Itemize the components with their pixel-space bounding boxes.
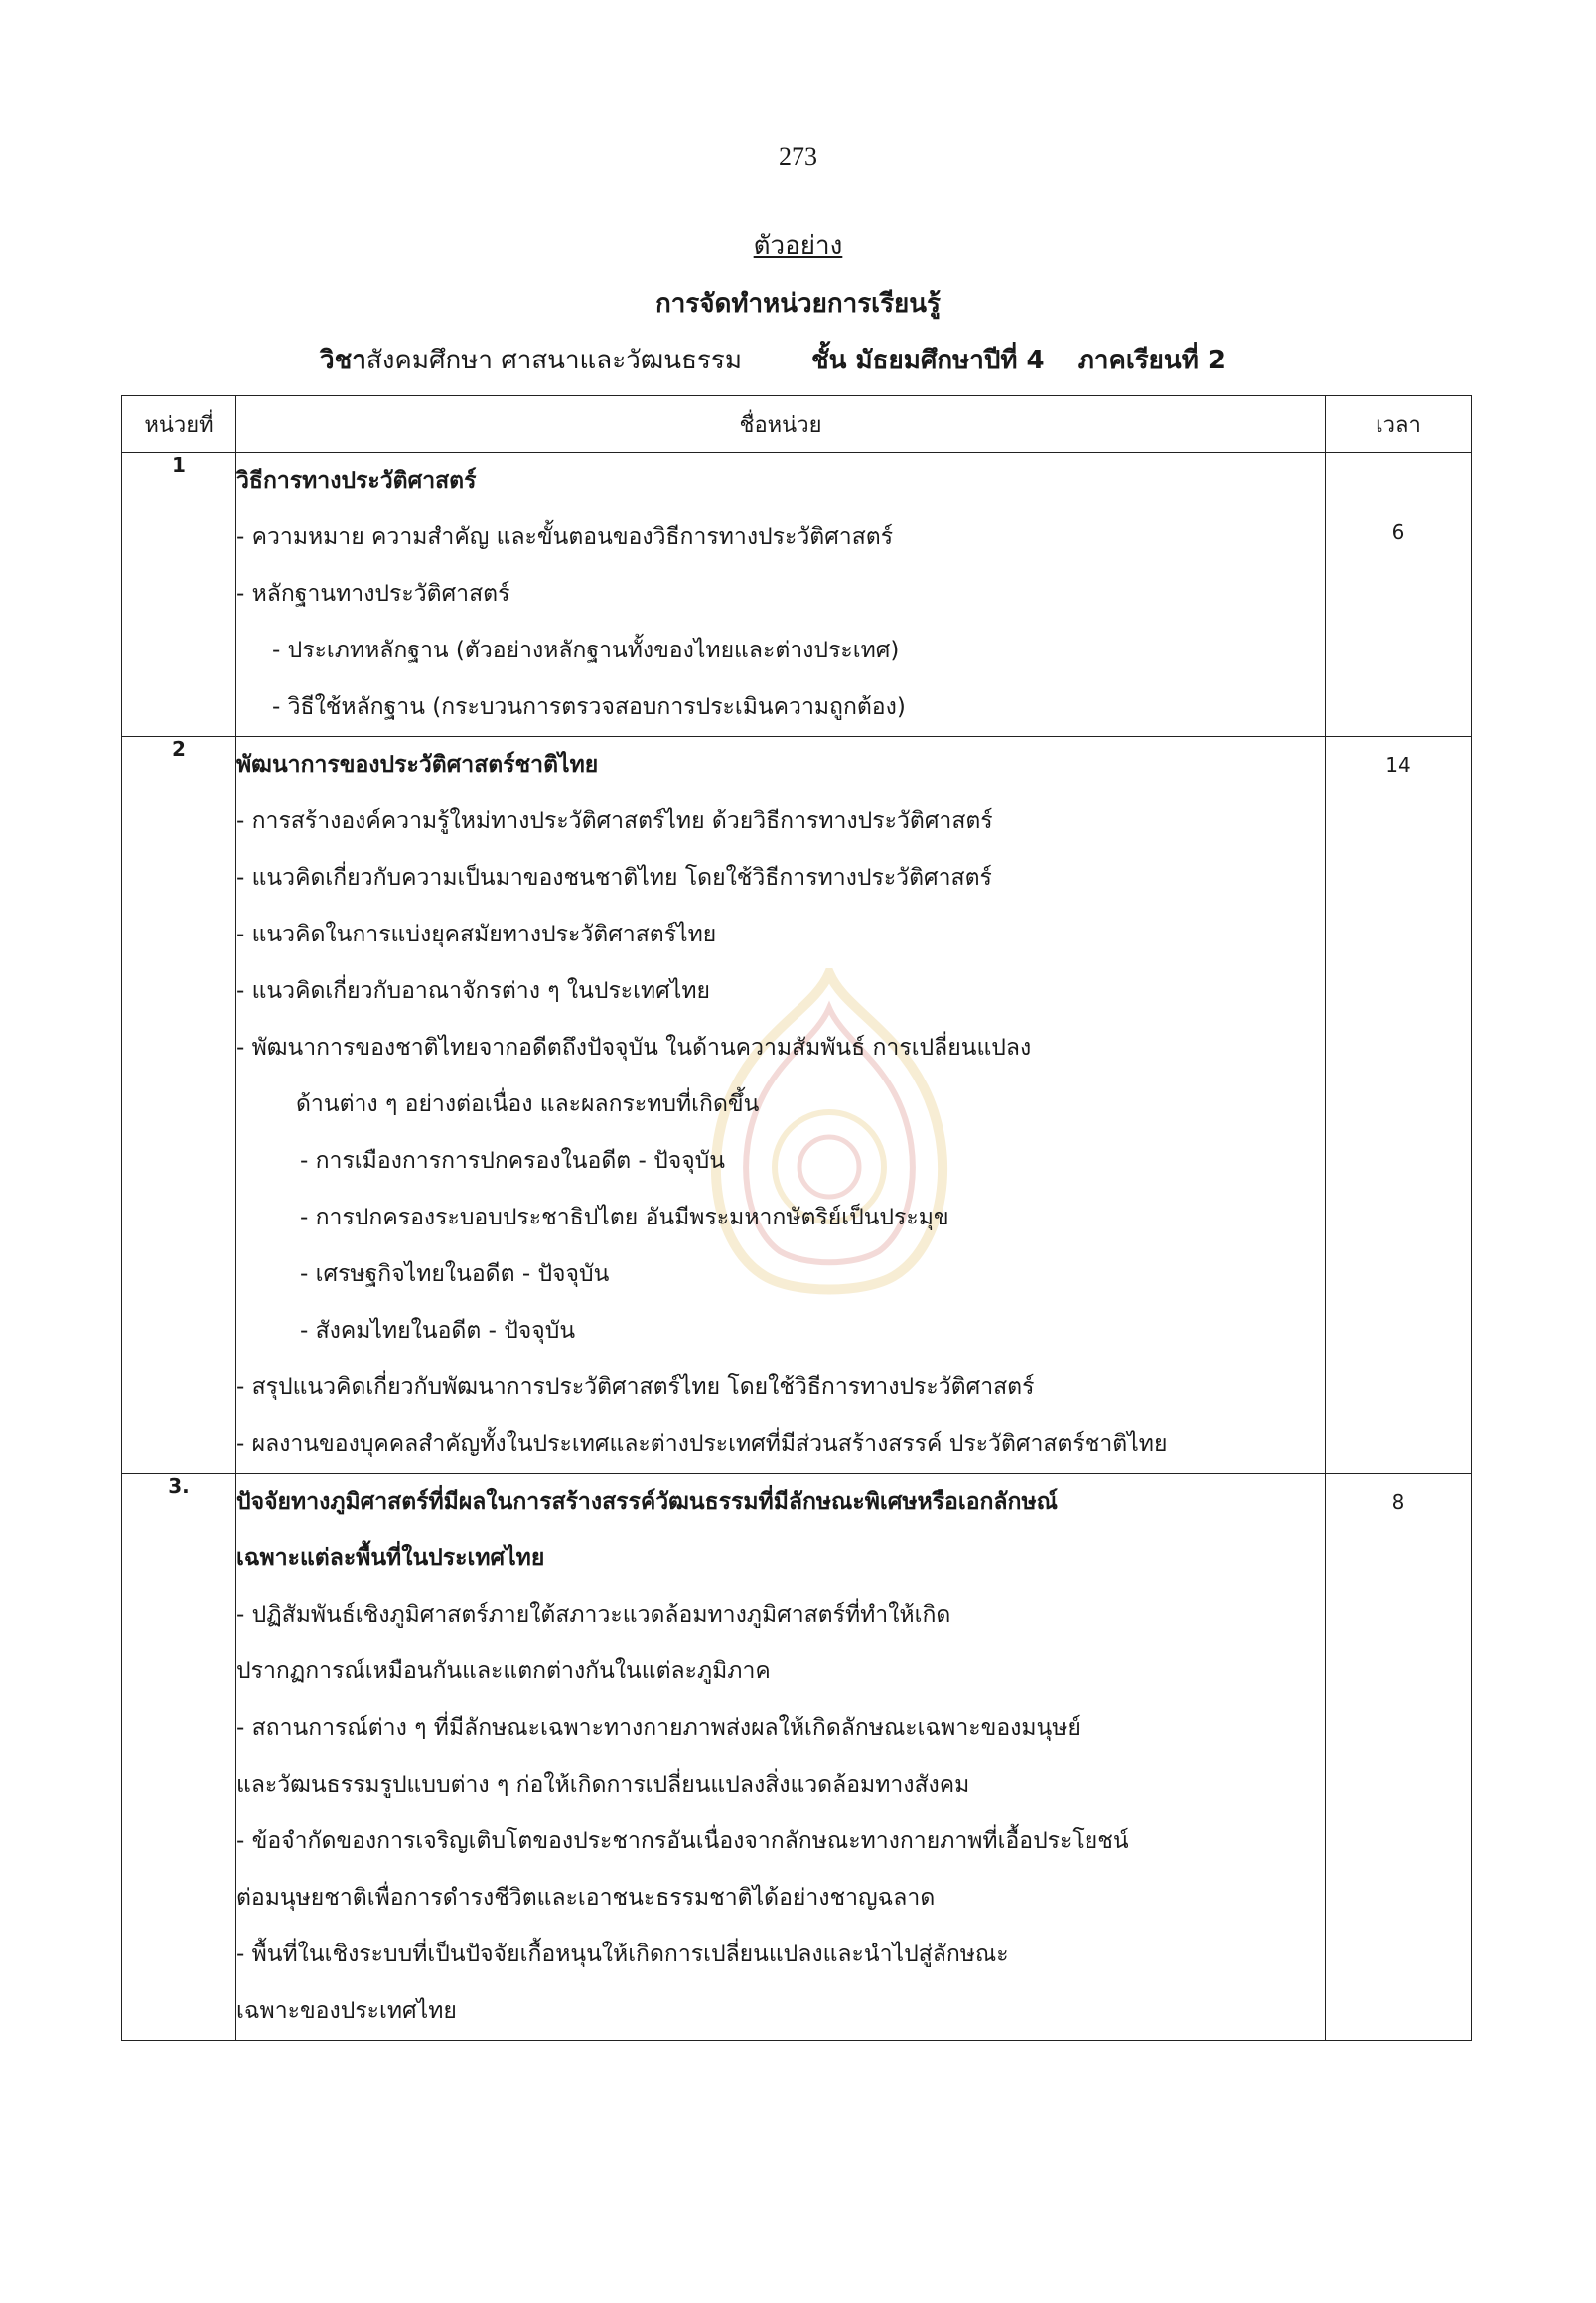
unit-number: 3. — [122, 1474, 236, 2041]
unit-topic: - สรุปแนวคิดเกี่ยวกับพัฒนาการประวัติศาสตร์ไทย โดยใช้วิธีการทางประวัติศาสตร์ — [236, 1374, 1035, 1400]
document-title: การจัดทำหน่วยการเรียนรู้ — [654, 289, 942, 319]
semester: ภาคเรียนที่ 2 — [1077, 346, 1226, 375]
unit-subtopic: - วิธีใช้หลักฐาน (กระบวนการตรวจสอบการประเมินความถูกต้อง) — [272, 694, 906, 720]
unit-topic: - ข้อจำกัดของการเจริญเติบโตของประชากรอันเนื่องจากลักษณะทางกายภาพที่เอื้อประโยชน์ — [236, 1828, 1129, 1854]
subject-line — [320, 340, 1313, 380]
unit-number: 2 — [122, 737, 236, 1474]
unit-topic: - ผลงานของบุคคลสำคัญทั้งในประเทศและต่างประเทศที่มีส่วนสร้างสรรค์ ประวัติศาสตร์ชาติไทย — [236, 1431, 1168, 1457]
unit-time — [1326, 1474, 1472, 2041]
example-label: ตัวอย่าง — [753, 231, 843, 261]
unit-topic-continuation: เฉพาะของประเทศไทย — [236, 1998, 457, 2024]
header-time: เวลา — [1326, 396, 1472, 453]
unit-topic: - การสร้างองค์ความรู้ใหม่ทางประวัติศาสตร์ไทย ด้วยวิธีการทางประวัติศาสตร์ — [236, 808, 993, 834]
unit-number: 1 — [122, 453, 236, 737]
unit-topic: - แนวคิดเกี่ยวกับความเป็นมาของชนชาติไทย โดยใช้วิธีการทางประวัติศาสตร์ — [236, 865, 992, 891]
unit-title: วิธีการทางประวัติศาสตร์ — [236, 468, 477, 494]
unit-content — [236, 453, 1326, 737]
unit-topic: - ปฏิสัมพันธ์เชิงภูมิศาสตร์ภายใต้สภาวะแวดล้อมทางภูมิศาสตร์ที่ทำให้เกิด — [236, 1602, 951, 1628]
table-row — [122, 1474, 1472, 2041]
table-row — [122, 453, 1472, 737]
header-unit-number: หน่วยที่ — [122, 396, 236, 453]
unit-topic: - แนวคิดเกี่ยวกับอาณาจักรต่าง ๆ ในประเทศไทย — [236, 978, 710, 1004]
unit-subtopic: - การเมืองการการปกครองในอดีต - ปัจจุบัน — [300, 1148, 726, 1174]
unit-topic: - พัฒนาการของชาติไทยจากอดีตถึงปัจจุบัน ในด้านความสัมพันธ์ การเปลี่ยนแปลง — [236, 1035, 1032, 1061]
unit-time-value: 6 — [1391, 520, 1405, 544]
unit-topic-continuation: ปรากฏการณ์เหมือนกันและแตกต่างกันในแต่ละภูมิภาค — [236, 1658, 771, 1684]
unit-subtopic: - สังคมไทยในอดีต - ปัจจุบัน — [300, 1318, 576, 1344]
unit-topic-continuation: ต่อมนุษยชาติเพื่อการดำรงชีวิตและเอาชนะธรรมชาติได้อย่างชาญฉลาด — [236, 1885, 936, 1911]
unit-content — [236, 1474, 1326, 2041]
header-unit-name: ชื่อหน่วย — [236, 396, 1326, 453]
unit-time — [1326, 453, 1472, 737]
subject-prefix: วิชา — [320, 346, 366, 375]
unit-title: ปัจจัยทางภูมิศาสตร์ที่มีผลในการสร้างสรรค์วัฒนธรรมที่มีลักษณะพิเศษหรือเอกลักษณ์ — [236, 1489, 1058, 1514]
unit-topic-continuation: และวัฒนธรรมรูปแบบต่าง ๆ ก่อให้เกิดการเปลี่ยนแปลงสิ่งแวดล้อมทางสังคม — [236, 1772, 970, 1798]
table-row — [122, 737, 1472, 1474]
table-header-row — [122, 396, 1472, 453]
units-table — [121, 395, 1472, 2041]
unit-subtopic: - เศรษฐกิจไทยในอดีต - ปัจจุบัน — [300, 1261, 610, 1287]
unit-subtopic: - การปกครองระบอบประชาธิปไตย อันมีพระมหากษัตริย์เป็นประมุข — [300, 1205, 949, 1230]
unit-title: พัฒนาการของประวัติศาสตร์ชาติไทย — [236, 752, 599, 778]
unit-subtopic: - ประเภทหลักฐาน (ตัวอย่างหลักฐานทั้งของไทยและต่างประเทศ) — [272, 638, 900, 663]
unit-time-value: 14 — [1385, 753, 1411, 777]
unit-content — [236, 737, 1326, 1474]
unit-topic-continuation: ด้านต่าง ๆ อย่างต่อเนื่อง และผลกระทบที่เกิดขึ้น — [296, 1091, 760, 1117]
grade-level: ชั้น มัธยมศึกษาปีที่ 4 — [811, 346, 1045, 375]
unit-topic: - พื้นที่ในเชิงระบบที่เป็นปัจจัยเกื้อหนุนให้เกิดการเปลี่ยนแปลงและนำไปสู่ลักษณะ — [236, 1942, 1009, 1967]
unit-topic: - ความหมาย ความสำคัญ และขั้นตอนของวิธีการทางประวัติศาสตร์ — [236, 524, 894, 550]
unit-time — [1326, 737, 1472, 1474]
unit-topic: - หลักฐานทางประวัติศาสตร์ — [236, 581, 510, 607]
subject-name: สังคมศึกษา ศาสนาและวัฒนธรรม — [365, 346, 743, 375]
page-number: 273 — [779, 142, 817, 171]
unit-topic: - แนวคิดในการแบ่งยุคสมัยทางประวัติศาสตร์ไทย — [236, 922, 717, 947]
unit-topic: - สถานการณ์ต่าง ๆ ที่มีลักษณะเฉพาะทางกายภาพส่งผลให้เกิดลักษณะเฉพาะของมนุษย์ — [236, 1715, 1081, 1741]
unit-title-continuation: เฉพาะแต่ละพื้นที่ในประเทศไทย — [236, 1545, 545, 1571]
unit-time-value: 8 — [1391, 1490, 1405, 1513]
